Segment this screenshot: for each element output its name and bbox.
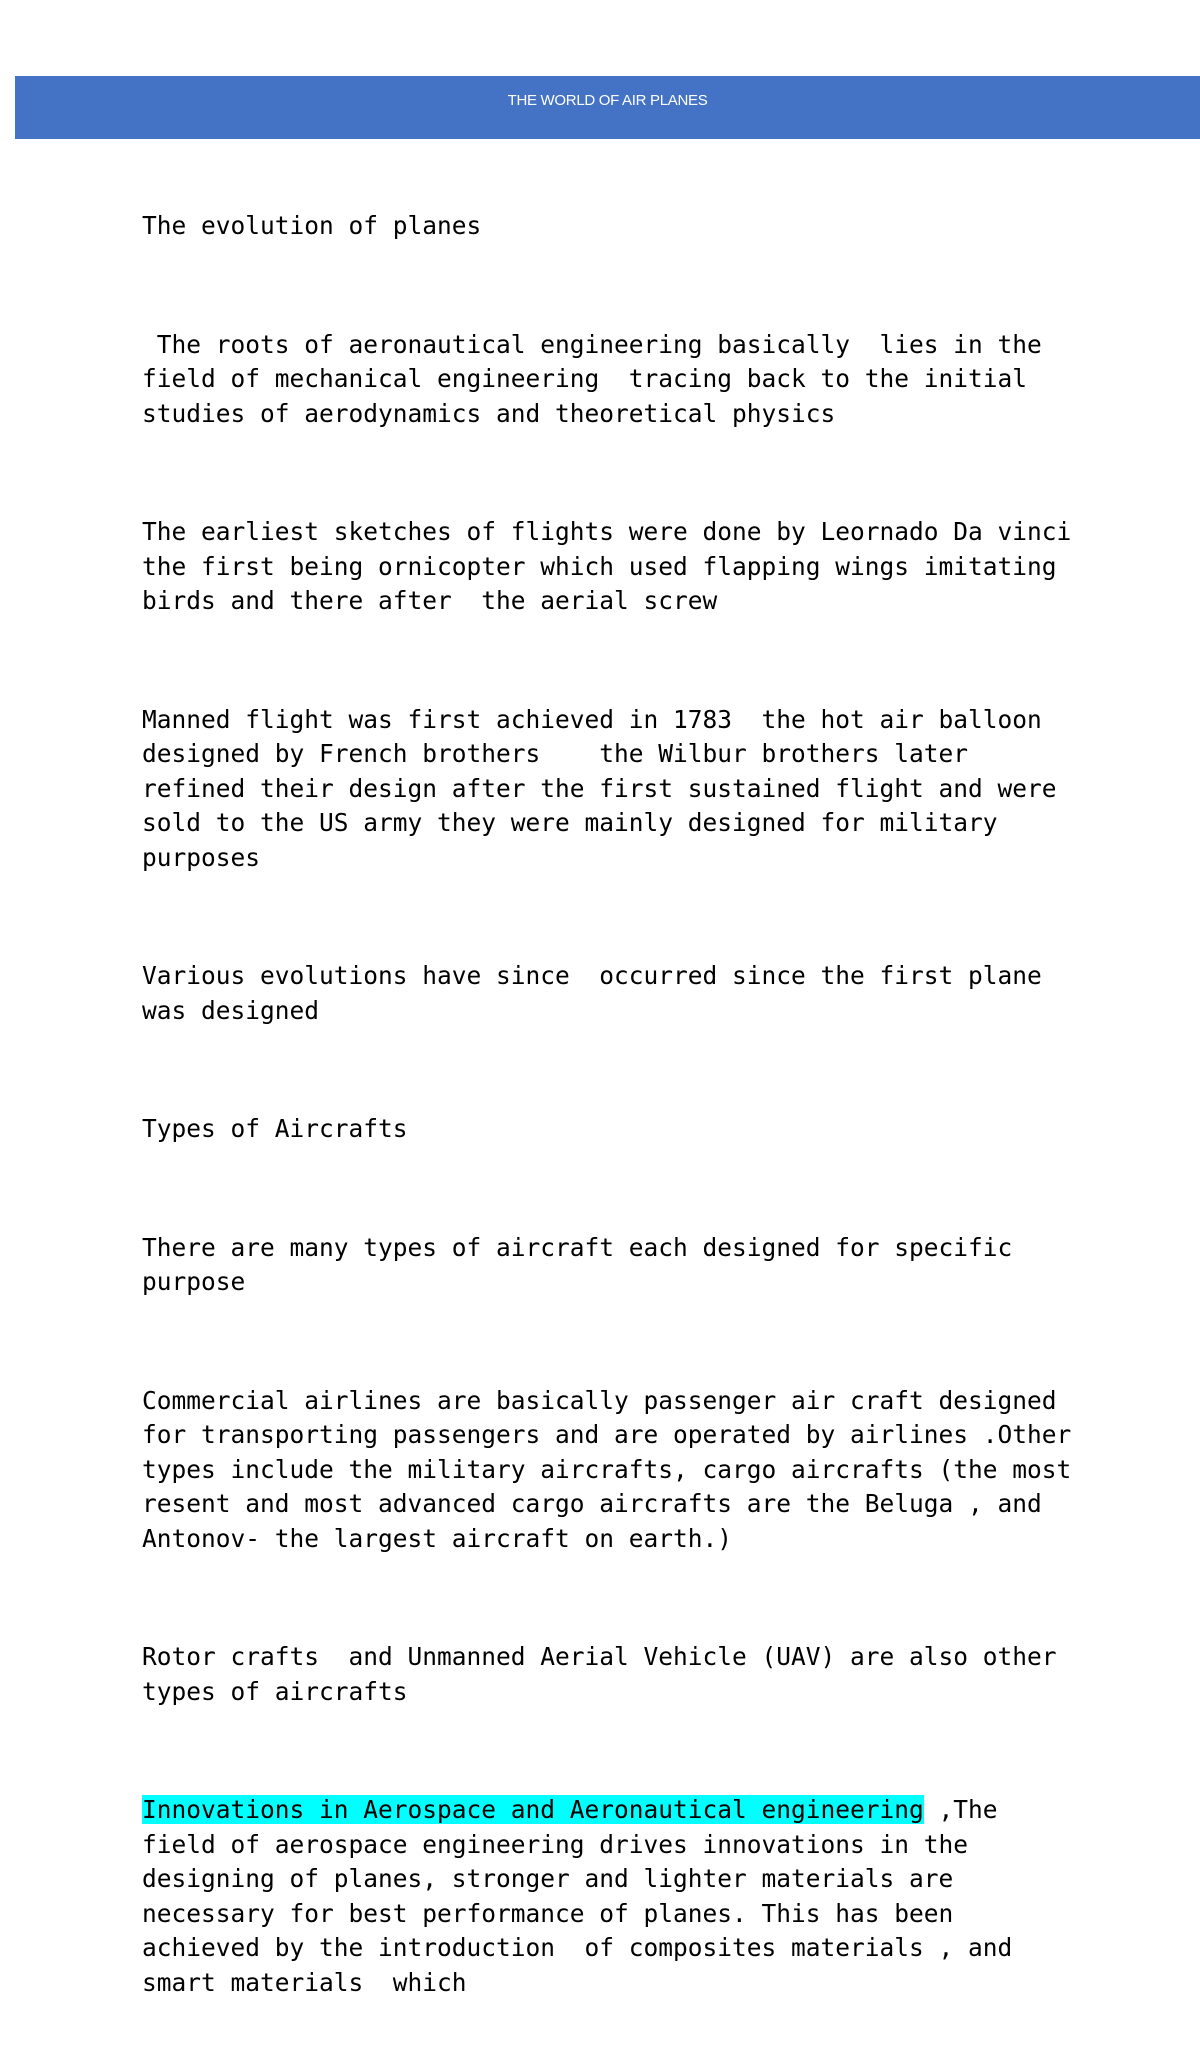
document-body [142, 140, 1087, 2050]
paragraph-manned-flight: Manned flight was first achieved in 1783 the hot air balloon designed by French brothers the Wilbur brothers later refined their design after the first sustained flight and were sold to the US army they were mainly designed for military purposes [142, 704, 1072, 872]
paragraph-commercial: Commercial airlines are basically passenger air craft designed for transporting passengers and are operated by airlines .Other types include the military aircrafts, cargo aircrafts (the most resent and most advanced cargo aircrafts are the Beluga , and Antonov- the largest aircraft on earth.) [142, 1385, 1087, 1553]
header-title: THE WORLD OF AIR PLANES [507, 92, 708, 109]
innovations-text: ,The field of aerospace engineering drives innovations in the designing of planes, stronger and lighter materials are necessary for best performance of planes. This has been achieved by the introduction of composites materials , and smart materials which [142, 1795, 1028, 1997]
document-title: The evolution of planes [142, 211, 482, 240]
paragraph-evolutions: Various evolutions have since occurred since the first plane was designed [142, 961, 1057, 1025]
paragraph-types-intro: There are many types of aircraft each designed for specific purpose [142, 1232, 1028, 1296]
page-header [15, 76, 1200, 139]
section-heading-types: Types of Aircrafts [142, 1114, 408, 1143]
paragraph-sketches: The earliest sketches of flights were done by Leornado Da vinci the first being ornicopter which used flapping wings imitating birds and there after the aerial screw [142, 517, 1087, 615]
paragraph-roots: The roots of aeronautical engineering basically lies in the field of mechanical engineering tracing back to the initial studies of aerodynamics and theoretical physics [142, 329, 1057, 428]
innovations-highlight: Innovations in Aerospace and Aeronautical engineering [142, 1795, 924, 1824]
paragraph-rotor-crafts: Rotor crafts and Unmanned Aerial Vehicle (UAV) are also other types of aircrafts [142, 1642, 1072, 1706]
paragraph-innovations [142, 1793, 1077, 2000]
